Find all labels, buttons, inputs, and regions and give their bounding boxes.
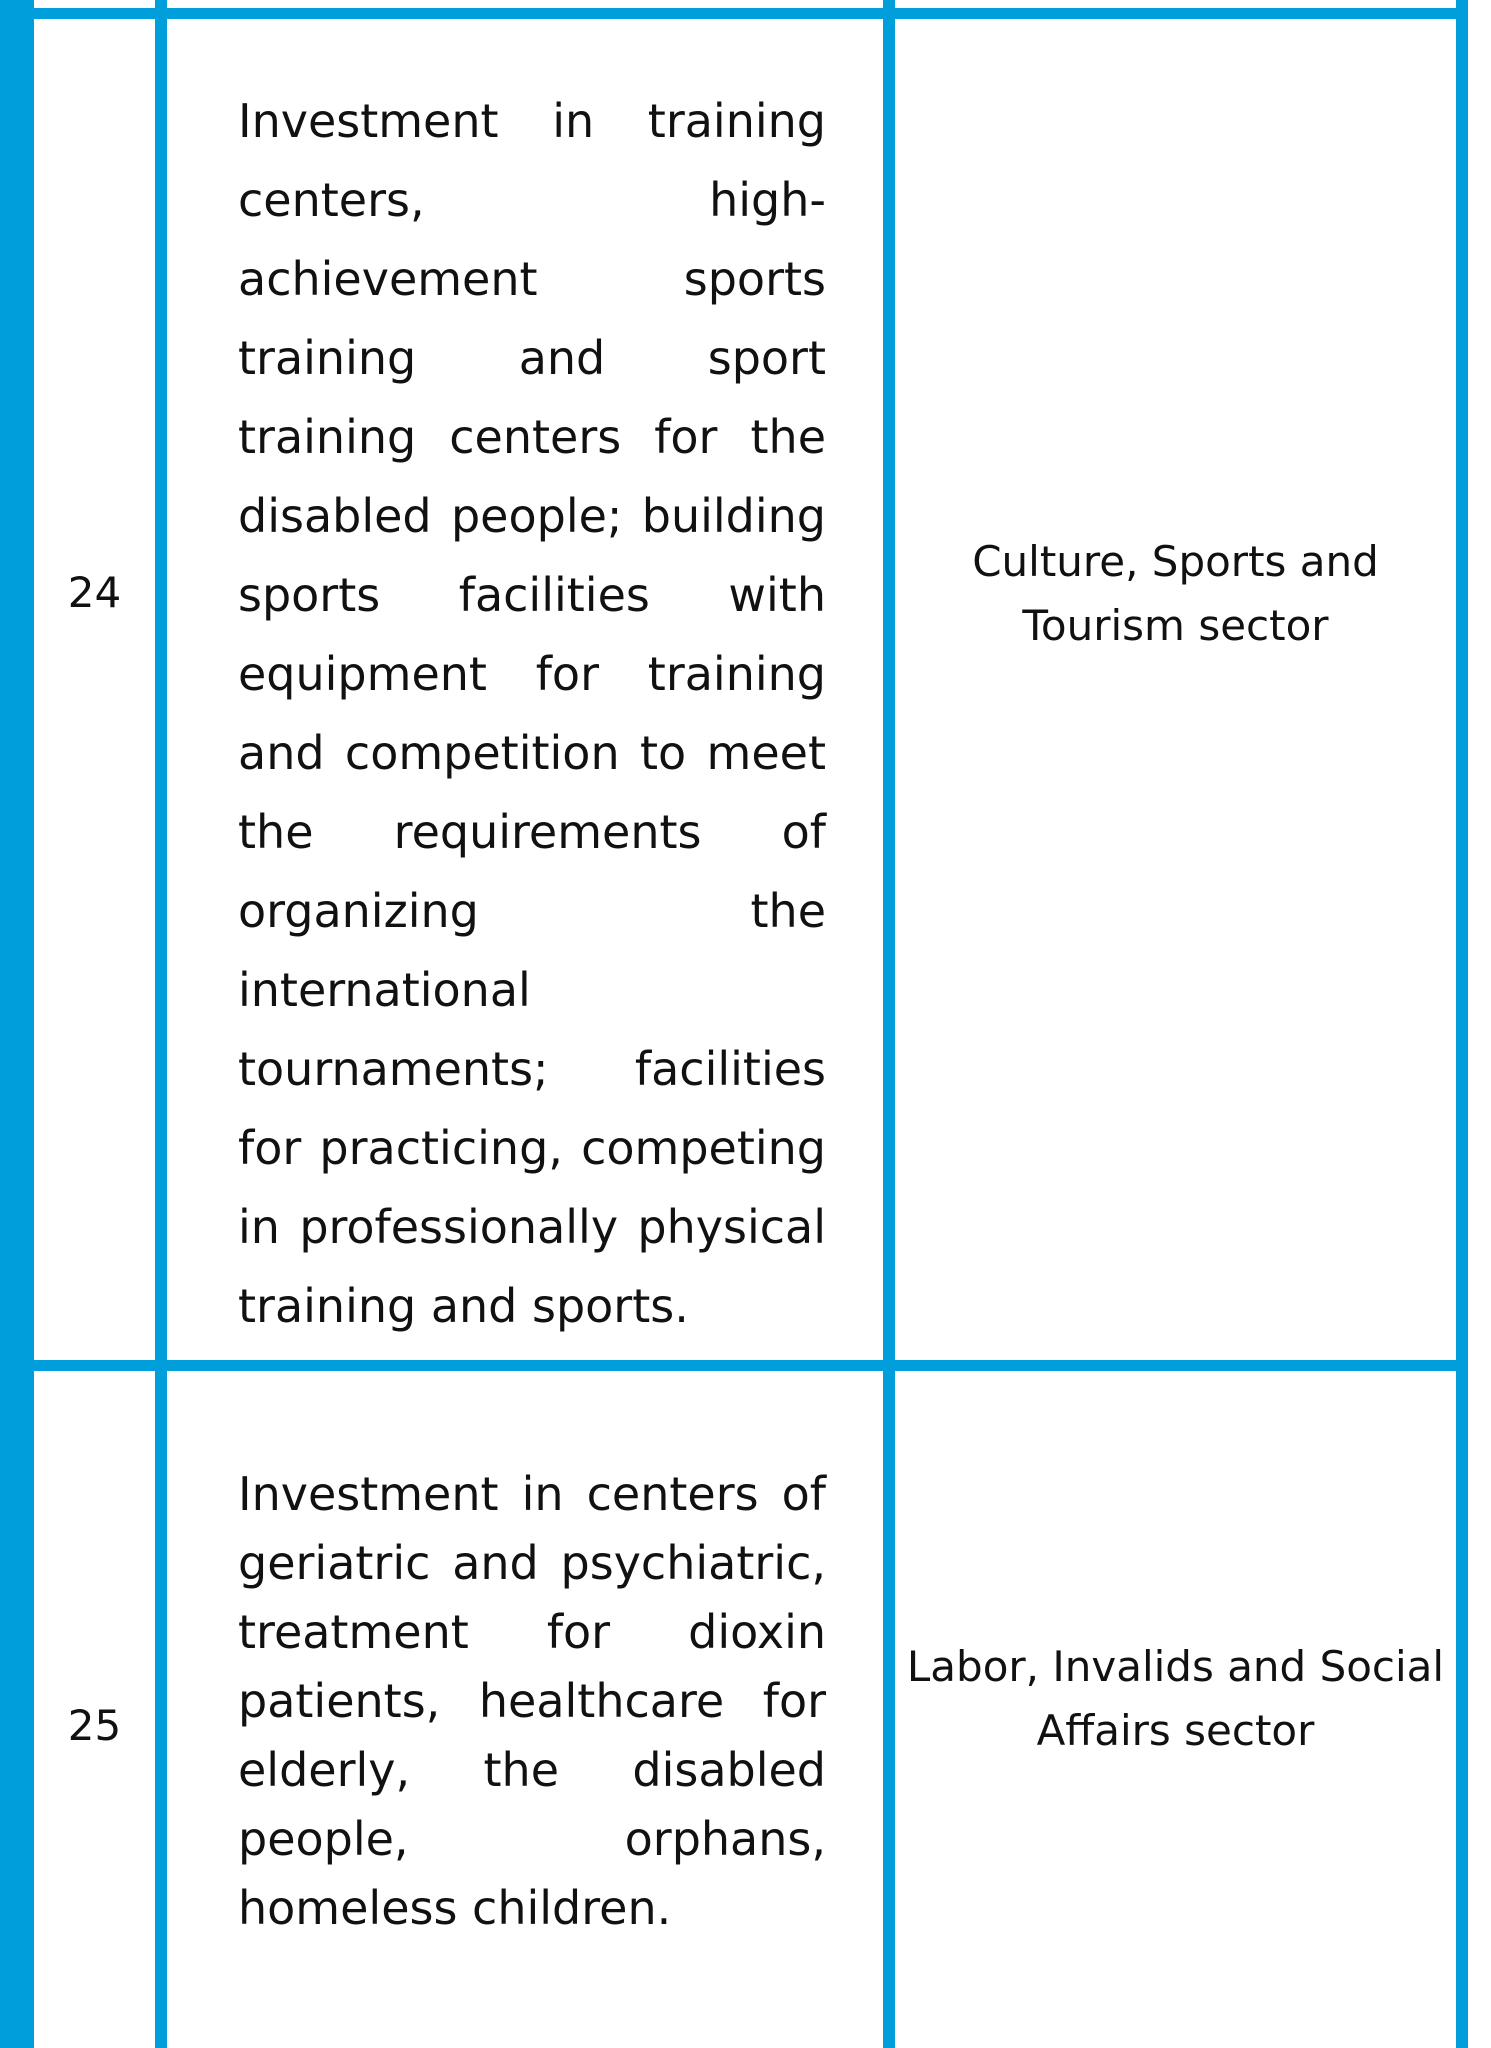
row-divider-middle [34, 1360, 1468, 1371]
table-left-border [0, 0, 34, 2048]
row-25-description: Investment in centers of geriatric and psychiatric, treatment for dioxin patients, healthcare for elderly, the disabled people, orphans, homeless children. [238, 1467, 826, 1935]
table-right-border [1456, 0, 1468, 2048]
row-divider-top [34, 8, 1468, 19]
column-divider-1 [155, 0, 167, 2048]
row-24-description: Investment in training centers, high-achievement sports training and sport training centers for the disabled people; building sports facilities with equipment for training and competition to meet the requirements of organizing the international tournaments; facilities for practicing, competing in professionally physical training and sports. [238, 94, 826, 1333]
row-25-sector: Labor, Invalids and Social Affairs sector [906, 1642, 1445, 1755]
row-24-sector: Culture, Sports and Tourism sector [972, 537, 1379, 650]
column-divider-2 [883, 0, 895, 2048]
row-25-number: 25 [67, 1701, 122, 1750]
row-24-number: 24 [67, 568, 122, 617]
